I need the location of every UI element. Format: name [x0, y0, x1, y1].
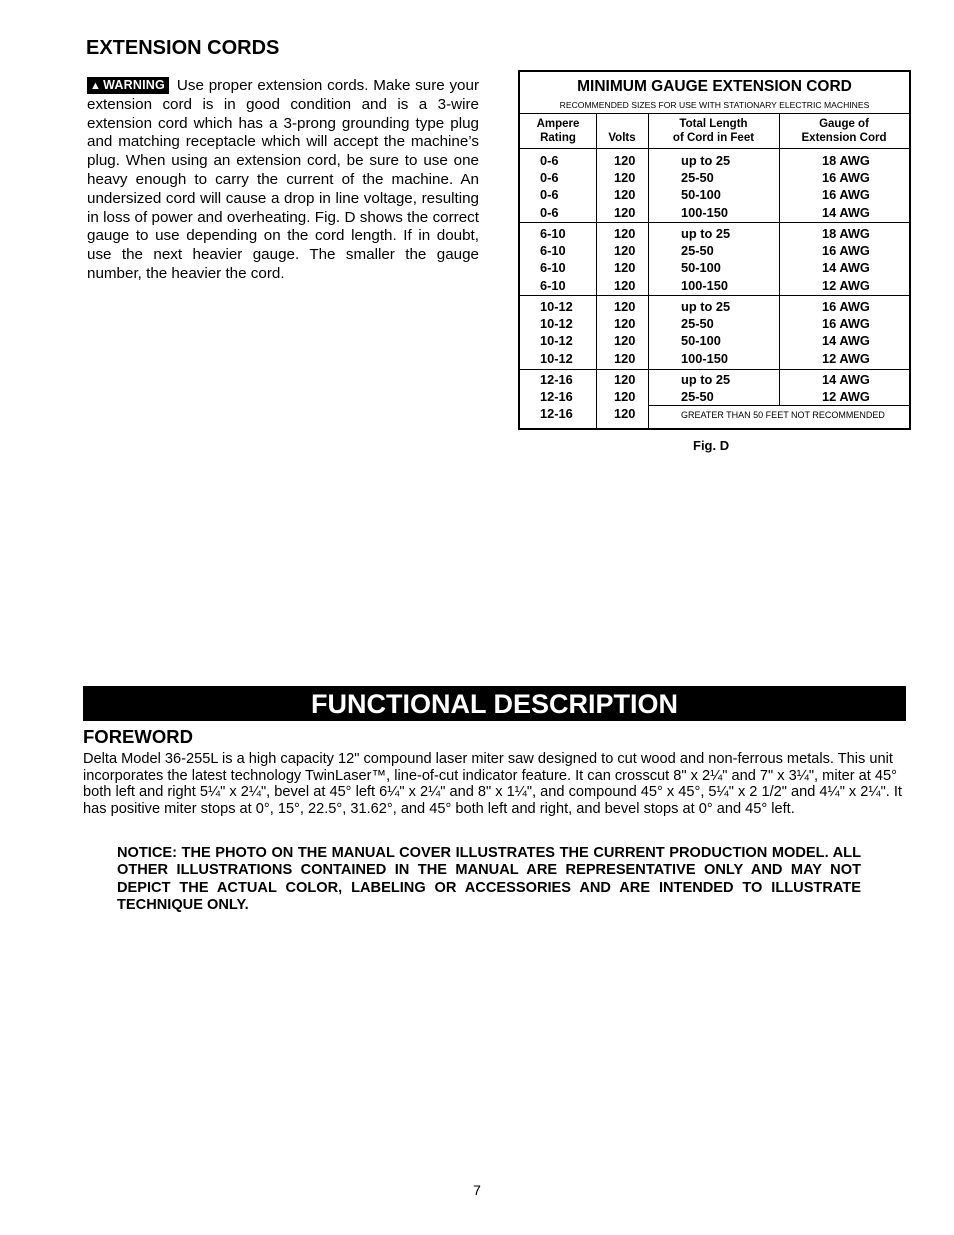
table-title: MINIMUM GAUGE EXTENSION CORD — [577, 78, 852, 95]
figure-caption: Fig. D — [693, 438, 730, 453]
header-gauge: Gauge of Extension Cord — [801, 118, 887, 144]
table-subtitle: RECOMMENDED SIZES FOR USE WITH STATIONARY ELECTRIC MACHINES — [559, 100, 870, 110]
warning-badge — [87, 77, 169, 94]
header-length: Total Length of Cord in Feet — [672, 118, 755, 144]
ampere-cell-group: 6-10 6-10 6-10 6-10 — [540, 226, 566, 293]
table-column-divider — [779, 113, 780, 405]
table-divider — [520, 113, 909, 114]
volts-cell-group: 120 120 120 — [614, 372, 636, 422]
volts-cell-group: 120 120 120 120 — [614, 153, 636, 220]
table-divider — [520, 369, 909, 370]
gauge-cell-group: 18 AWG 16 AWG 14 AWG 12 AWG — [822, 226, 870, 293]
extension-cords-paragraph — [87, 77, 479, 284]
gauge-cell-group: 16 AWG 16 AWG 14 AWG 12 AWG — [822, 299, 870, 366]
foreword-paragraph: Delta Model 36-255L is a high capacity 12" compound laser miter saw designed to cut wood and non-ferrous metals. This unit incorporates the latest technology TwinLaser™, line-of-cut indicator feature. It can crosscut 8" x 2¼" and 7" x 3¼", miter at 45° both left and right 5¼" x 2¼", bevel at 45° left 6¼" x 2¼" and 8" x 1¼", and compound 45° x 45°, 5¼" x 2 1/2" and 4¼" x 2¼". It has positive miter stops at 0°, 15°, 22.5°, 31.62°, and 45° both left and right, and bevel stops at 0° and 45° left. — [83, 751, 902, 818]
notice-paragraph: NOTICE: THE PHOTO ON THE MANUAL COVER ILLUSTRATES THE CURRENT PRODUCTION MODEL. ALL OTHER ILLUSTRATIONS CONTAINED IN THE MANUAL ARE REPRESENTATIVE ONLY AND MAY NOT DEPICT THE ACTUAL COLOR, LABELING OR ACCESSORIES AND ARE INTENDED TO ILLUSTRATE TECHNIQUE ONLY. — [117, 845, 861, 913]
extension-cords-heading: EXTENSION CORDS — [86, 37, 280, 59]
table-divider — [520, 295, 909, 296]
foreword-heading: FOREWORD — [83, 726, 193, 747]
warning-label: WARNING — [103, 78, 165, 92]
extension-cords-text: Use proper extension cords. Make sure your extension cord is in good condition and is a 3-wire extension cord which has a 3-prong grounding type plug and matching receptacle which will accept the machine’s plug. When using an extension cord, be sure to use one heavy enough to carry the current of the machine. An undersized cord will cause a drop in line voltage, resulting in loss of power and overheating. Fig. D shows the correct gauge to use depending on the cord length. If in doubt, use the next heavier gauge. The smaller the gauge number, the heavier the cord. — [87, 77, 479, 282]
not-recommended-note: GREATER THAN 50 FEET NOT RECOMMENDED — [681, 410, 885, 420]
ampere-cell-group: 12-16 12-16 12-16 — [540, 372, 573, 422]
gauge-cell-group: 14 AWG 12 AWG — [822, 372, 870, 405]
header-ampere: Ampere Rating — [536, 118, 580, 144]
table-divider — [520, 222, 909, 223]
length-cell-group: up to 25 25-50 50-100 100-150 — [681, 153, 731, 220]
table-divider — [520, 148, 909, 149]
length-cell-group: up to 25 25-50 50-100 100-150 — [681, 299, 731, 366]
page-number: 7 — [473, 1182, 481, 1198]
functional-description-banner: FUNCTIONAL DESCRIPTION — [83, 686, 906, 721]
length-cell-group: up to 25 25-50 — [681, 372, 731, 405]
gauge-cell-group: 18 AWG 16 AWG 16 AWG 14 AWG — [822, 153, 870, 220]
volts-cell-group: 120 120 120 120 — [614, 299, 636, 366]
volts-cell-group: 120 120 120 120 — [614, 226, 636, 293]
header-volts: Volts — [608, 132, 636, 144]
table-column-divider — [648, 113, 649, 428]
table-column-divider — [596, 113, 597, 428]
warning-triangle-icon: ▲ — [90, 80, 102, 92]
minimum-gauge-table — [518, 70, 911, 430]
ampere-cell-group: 10-12 10-12 10-12 10-12 — [540, 299, 573, 366]
length-cell-group: up to 25 25-50 50-100 100-150 — [681, 226, 731, 293]
ampere-cell-group: 0-6 0-6 0-6 0-6 — [540, 153, 559, 220]
